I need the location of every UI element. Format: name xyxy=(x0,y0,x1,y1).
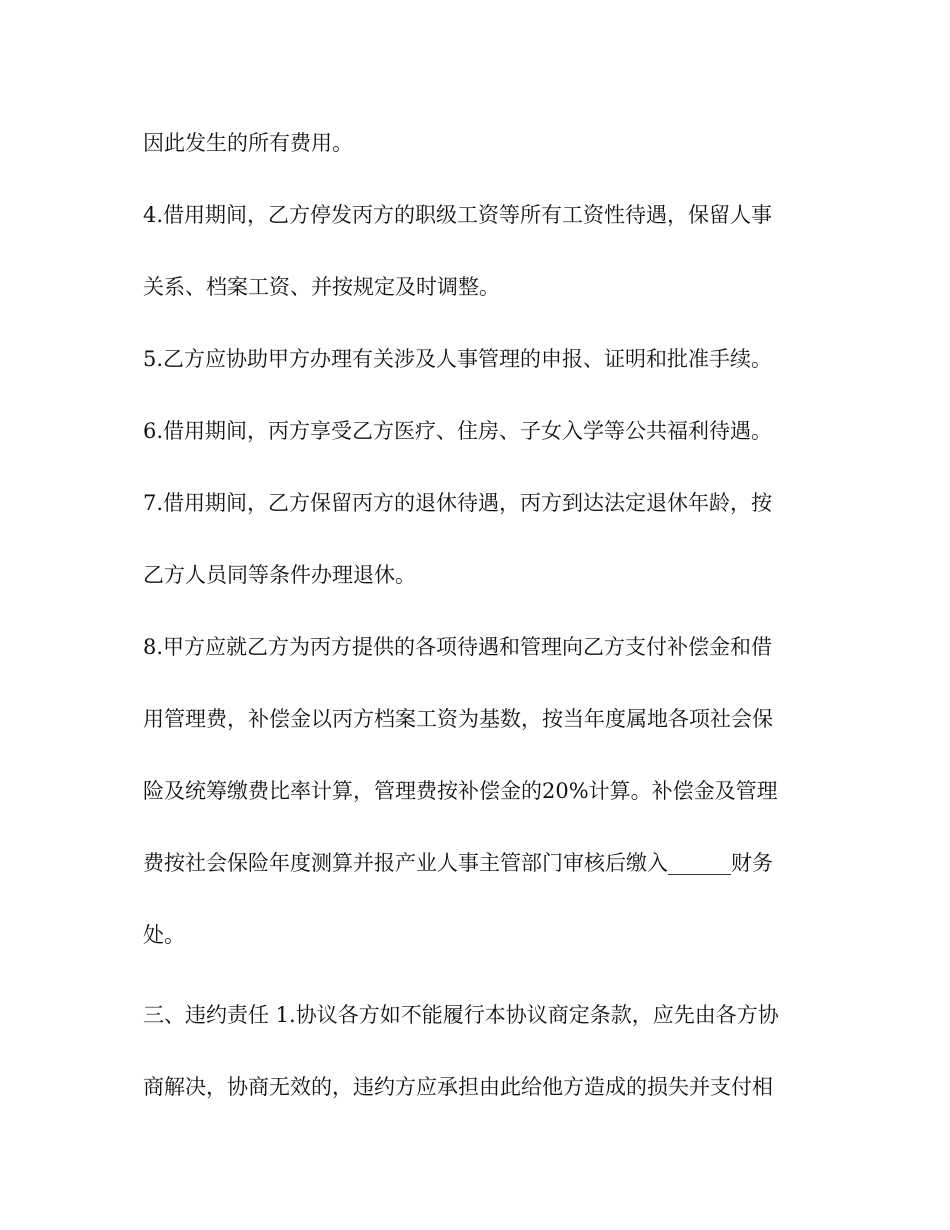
text-line: 费按社会保险年度测算并报产业人事主管部门审核后缴入______财务 xyxy=(143,851,773,875)
text-line: 因此发生的所有费用。 xyxy=(143,131,353,155)
text-line: 乙方人员同等条件办理退休。 xyxy=(143,563,416,587)
text-line: 用管理费，补偿金以丙方档案工资为基数，按当年度属地各项社会保 xyxy=(143,707,773,731)
text-line: 险及统筹缴费比率计算，管理费按补偿金的20%计算。补偿金及管理 xyxy=(143,779,778,803)
text-line: 商解决，协商无效的，违约方应承担由此给他方造成的损失并支付相 xyxy=(143,1075,773,1099)
text-line: 关系、档案工资、并按规定及时调整。 xyxy=(143,275,500,299)
text-line: 6.借用期间，丙方享受乙方医疗、住房、子女入学等公共福利待遇。 xyxy=(143,419,773,443)
text-line: 4.借用期间，乙方停发丙方的职级工资等所有工资性待遇，保留人事 xyxy=(143,203,773,227)
text-line: 处。 xyxy=(143,923,185,947)
text-line: 8.甲方应就乙方为丙方提供的各项待遇和管理向乙方支付补偿金和借 xyxy=(143,635,773,659)
text-line: 三、违约责任 1.协议各方如不能履行本协议商定条款，应先由各方协 xyxy=(143,1003,779,1027)
text-line: 7.借用期间，乙方保留丙方的退休待遇，丙方到达法定退休年龄，按 xyxy=(143,491,773,515)
text-line: 5.乙方应协助甲方办理有关涉及人事管理的申报、证明和批准手续。 xyxy=(143,347,773,371)
